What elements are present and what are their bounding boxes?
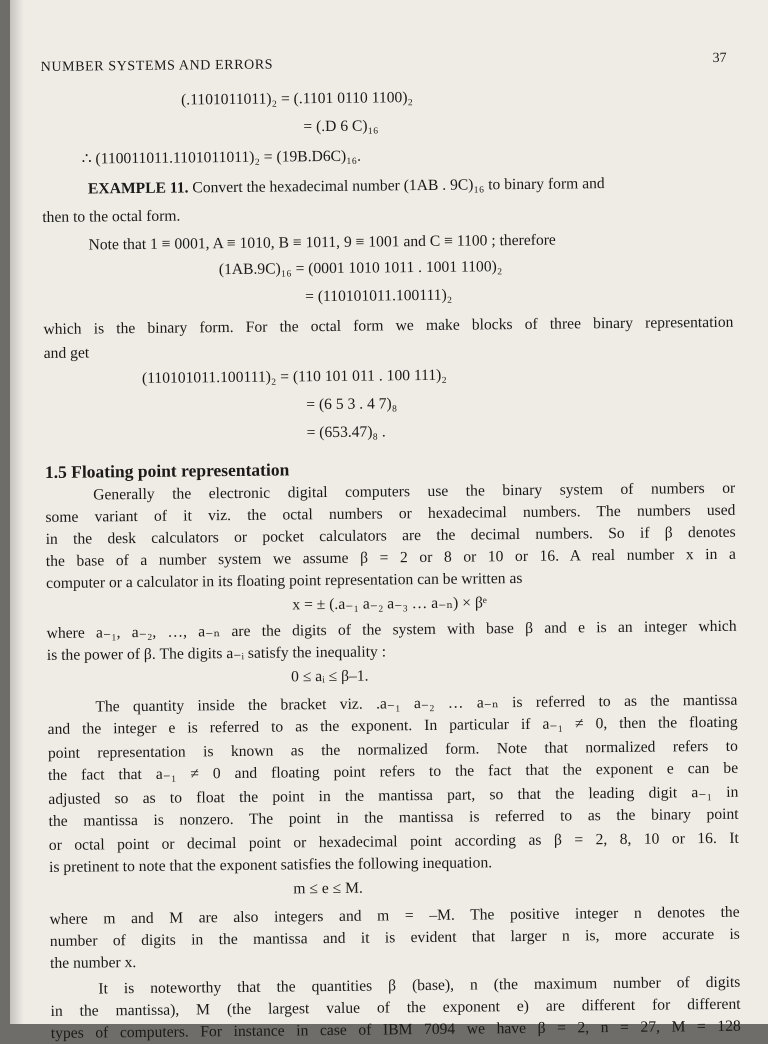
paragraph-line: point representation is known as the normalized form. Note that normalized refers to <box>47 737 738 762</box>
equation: x = ± (.a₋₁ a₋₂ a₋₃ … a₋ₙ) × βᵉ <box>292 594 487 614</box>
equation: = (110101011.100111)₂ <box>305 286 453 306</box>
running-header: NUMBER SYSTEMS AND ERRORS <box>40 57 274 75</box>
paragraph-line: Generally the electronic digital computers use the binary system of numbers or <box>93 479 736 504</box>
example-label: EXAMPLE 11. <box>87 179 189 198</box>
page-content <box>40 0 751 1042</box>
equation: (1AB.9C)₁₆ = (0001 1010 1011 . 1001 1100)₂ <box>218 258 503 279</box>
book-page <box>10 0 768 1042</box>
equation: = (6 5 3 . 4 7)₈ <box>306 395 398 414</box>
example-text: Convert the hexadecimal number (1AB . 9C)₁₆ to binary form and <box>192 175 605 197</box>
paragraph-line: number of digits in the mantissa and it is evident that larger n is, more accurate is <box>49 925 740 950</box>
paragraph-line: computer or a calculator in its floating point representation can be written as <box>46 569 523 592</box>
equation: (.1101011011)₂ = (.1101 0110 1100)₂ <box>180 89 414 109</box>
paragraph-line: The quantity inside the bracket viz. .a₋₁ a₋₂ … a₋ₙ is referred to as the mantissa <box>95 691 738 716</box>
equation: (110101011.100111)₂ = (110 101 011 . 100 111)₂ <box>141 366 447 387</box>
paragraph-line: in the mantissa), M (the largest value of the exponent e) are different for different <box>50 995 741 1020</box>
paragraph-line: types of computers. For instance in case of IBM 7094 we have β = 2, n = 27, M = 128 <box>50 1017 741 1042</box>
paragraph-line: which is the binary form. For the octal form we make blocks of three binary representation <box>43 313 734 338</box>
paragraph-line: It is noteworthy that the quantities β (base), n (the maximum number of digits <box>98 973 741 998</box>
paragraph-line: some variant of it viz. the octal numbers or hexadecimal numbers. The numbers used <box>45 501 736 526</box>
example-line: then to the octal form. <box>42 207 181 226</box>
section-heading: 1.5 Floating point representation <box>44 459 290 482</box>
equation: m ≤ e ≤ M. <box>293 879 363 898</box>
paragraph-line: the number x. <box>50 954 137 972</box>
paragraph-line: adjusted so as to float the point in the mantissa part, so that the leading digit a₋₁ in <box>48 783 739 808</box>
paragraph-line: or octal point or decimal point or hexadecimal point according as β = 2, 8, 10 or 16. It <box>48 829 739 854</box>
equation: ∴ (110011011.1101011011)₂ = (19B.D6C)₁₆. <box>81 147 362 168</box>
page-number: 37 <box>712 50 727 66</box>
paragraph-line: the fact that a₋₁ ≠ 0 and floating point refers to the fact that the exponent e can be <box>48 759 739 784</box>
example-note: Note that 1 ≡ 0001, A ≡ 1010, B ≡ 1011, 9 ≡ 1001 and C ≡ 1100 ; therefore <box>88 231 556 254</box>
paragraph-line: where m and M are also integers and m = –M. The positive integer n denotes the <box>49 903 740 928</box>
equation: = (653.47)₈ . <box>306 423 386 442</box>
equation: = (.D 6 C)₁₆ <box>303 117 379 136</box>
paragraph-line: is pretinent to note that the exponent satisfies the following inequation. <box>48 854 493 876</box>
equation: 0 ≤ aᵢ ≤ β–1. <box>291 667 369 686</box>
example-line <box>88 174 605 199</box>
paragraph-line: where a₋₁, a₋₂, …, a₋ₙ are the digits of the system with base β and e is an integer which <box>46 617 737 642</box>
paragraph-line: and get <box>43 344 90 362</box>
paragraph-line: and the integer e is referred to as the exponent. In particular if a₋₁ ≠ 0, then the floating <box>47 713 738 738</box>
paragraph-line: is the power of β. The digits a₋ᵢ satisfy the inequality : <box>46 643 387 664</box>
paragraph-line: the base of a number system we assume β = 2 or 8 or 10 or 16. A real number x in a <box>45 545 736 570</box>
paragraph-line: in the desk calculators or pocket calculators are the decimal numbers. So if β denotes <box>45 523 736 548</box>
paragraph-line: the mantissa is nonzero. The point in the mantissa is referred to as the binary point <box>48 805 739 830</box>
